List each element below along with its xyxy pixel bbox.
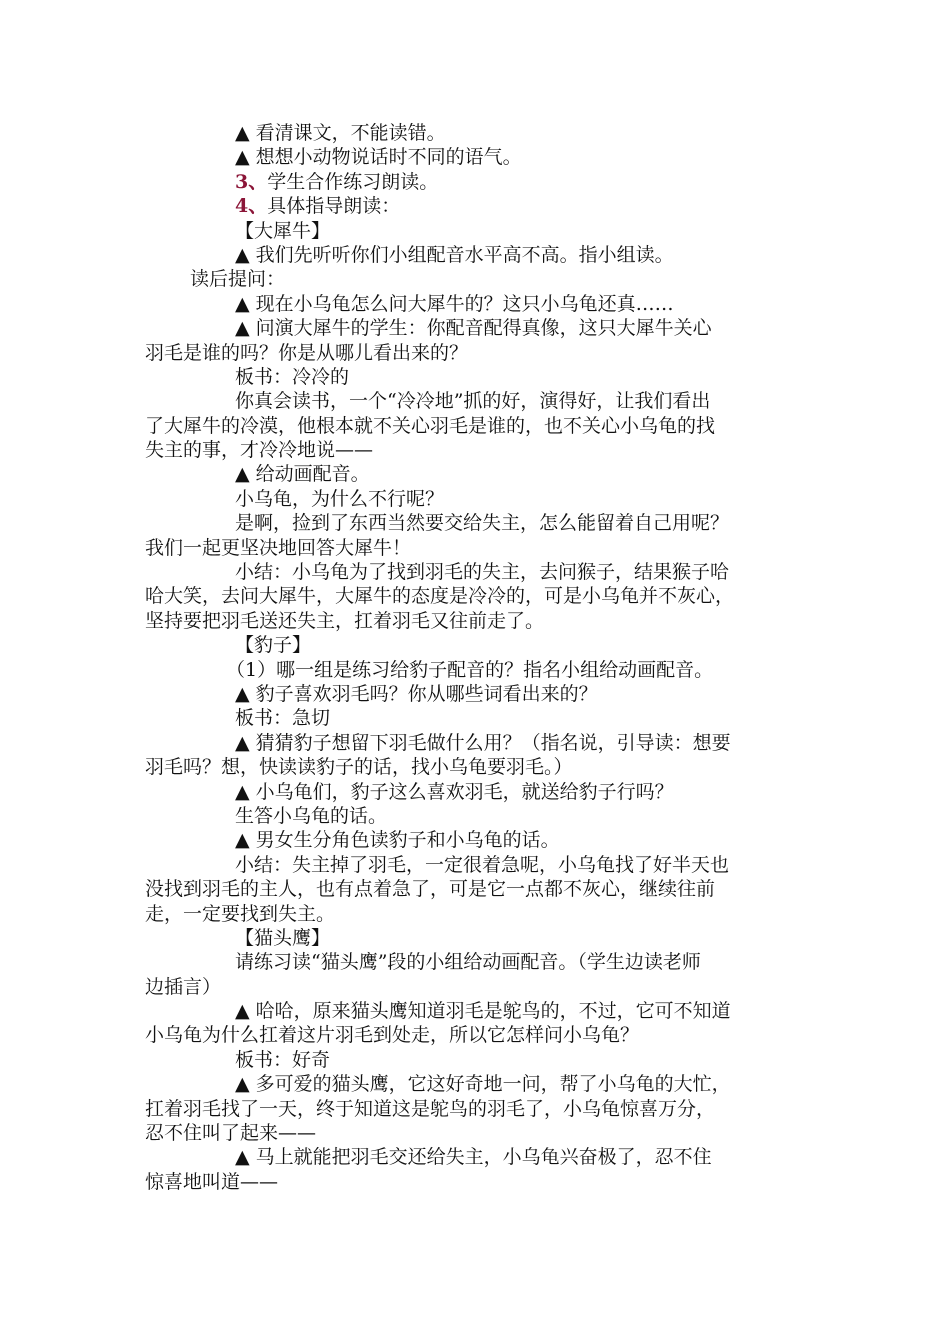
line-text: 我们一起更坚决地回答大犀牛！ <box>145 536 412 559</box>
text-line <box>145 755 813 779</box>
line-text: 【猫头鹰】 <box>235 926 331 949</box>
triangle-bullet-icon: ▲ <box>235 1073 250 1096</box>
text-line <box>145 438 813 462</box>
line-text: 板书：急切 <box>235 707 331 730</box>
text-line <box>145 1170 813 1194</box>
text-line <box>145 975 813 999</box>
text-line <box>145 633 813 657</box>
text-line <box>145 194 813 218</box>
text-line <box>145 487 813 511</box>
text-line <box>145 1121 813 1145</box>
line-text: 具体指导朗读： <box>267 195 401 218</box>
text-line <box>145 828 813 852</box>
line-text: 羽毛吗？想，快读读豹子的话，找小乌龟要羽毛。） <box>145 756 573 779</box>
text-line <box>145 804 813 828</box>
text-line <box>145 341 813 365</box>
text-line <box>145 609 813 633</box>
text-line <box>145 731 813 755</box>
line-text: 没找到羽毛的主人，也有点着急了，可是它一点都不灰心，继续往前 <box>145 878 716 901</box>
text-line <box>145 1097 813 1121</box>
triangle-bullet-icon: ▲ <box>235 682 250 705</box>
text-line <box>145 243 813 267</box>
line-text: 哈大笑，去问大犀牛，大犀牛的态度是冷冷的，可是小乌龟并不灰心， <box>145 585 735 608</box>
text-line <box>145 853 813 877</box>
triangle-bullet-icon: ▲ <box>235 317 250 340</box>
text-line <box>145 902 813 926</box>
line-text: 惊喜地叫道—— <box>145 1170 279 1193</box>
triangle-bullet-icon: ▲ <box>235 292 250 315</box>
line-text: （1）哪一组是练习给豹子配音的？指名小组给动画配音。 <box>226 658 714 681</box>
text-line <box>145 926 813 950</box>
line-text: 多可爱的猫头鹰，它这好奇地一问，帮了小乌龟的大忙， <box>255 1073 731 1096</box>
text-line <box>145 316 813 340</box>
line-text: 边插言） <box>145 975 222 998</box>
line-text: 男女生分角色读豹子和小乌龟的话。 <box>255 829 560 852</box>
text-line <box>145 1145 813 1169</box>
line-text: 你真会读书，一个“冷冷地”抓的好，演得好，让我们看出 <box>235 390 711 413</box>
line-text: 哈哈，原来猫头鹰知道羽毛是鸵鸟的，不过，它可不知道 <box>255 1000 731 1023</box>
text-line <box>145 511 813 535</box>
text-line <box>145 1072 813 1096</box>
text-line <box>145 414 813 438</box>
text-line <box>145 536 813 560</box>
line-text: 生答小乌龟的话。 <box>235 804 388 827</box>
triangle-bullet-icon: ▲ <box>235 122 250 144</box>
line-text: 豹子喜欢羽毛吗？你从哪些词看出来的？ <box>255 682 598 705</box>
triangle-bullet-icon: ▲ <box>235 1146 250 1169</box>
triangle-bullet-icon: ▲ <box>235 829 250 852</box>
line-text: 给动画配音。 <box>255 463 370 486</box>
line-text: 请练习读“猫头鹰”段的小组给动画配音。（学生边读老师 <box>235 951 701 974</box>
line-text: 走，一定要找到失主。 <box>145 902 336 925</box>
triangle-bullet-icon: ▲ <box>235 1000 250 1023</box>
line-text: 小乌龟为什么扛着这片羽毛到处走，所以它怎样问小乌龟？ <box>145 1024 640 1047</box>
text-line <box>145 584 813 608</box>
text-line <box>145 267 813 291</box>
text-line <box>145 877 813 901</box>
line-text: 失主的事，才冷冷地说—— <box>145 439 374 462</box>
line-text: 忍不住叫了起来—— <box>145 1122 317 1145</box>
triangle-bullet-icon: ▲ <box>235 780 250 803</box>
line-text: 小乌龟，为什么不行呢？ <box>235 487 445 510</box>
line-text: 小结：失主掉了羽毛，一定很着急呢，小乌龟找了好半天也 <box>235 853 730 876</box>
text-line <box>145 560 813 584</box>
text-line <box>145 170 813 194</box>
text-line <box>145 682 813 706</box>
line-text: 【豹子】 <box>235 634 312 657</box>
text-line <box>145 950 813 974</box>
line-text: 扛着羽毛找了一天，终于知道这是鸵鸟的羽毛了，小乌龟惊喜万分， <box>145 1097 716 1120</box>
text-line <box>145 145 813 169</box>
text-line <box>145 999 813 1023</box>
line-text: 板书：冷冷的 <box>235 365 350 388</box>
text-line <box>145 292 813 316</box>
text-line <box>145 462 813 486</box>
line-text: 马上就能把羽毛交还给失主，小乌龟兴奋极了，忍不住 <box>255 1146 712 1169</box>
line-text: 猜猜豹子想留下羽毛做什么用？（指名说，引导读：想要 <box>255 731 731 754</box>
triangle-bullet-icon: ▲ <box>235 146 250 169</box>
text-line <box>145 780 813 804</box>
list-number: 4、 <box>235 195 268 218</box>
line-text: 羽毛是谁的吗？你是从哪儿看出来的？ <box>145 341 469 364</box>
text-line <box>145 706 813 730</box>
triangle-bullet-icon: ▲ <box>235 243 250 266</box>
triangle-bullet-icon: ▲ <box>235 731 250 754</box>
text-line <box>145 1023 813 1047</box>
line-text: 读后提问： <box>190 268 286 291</box>
line-text: 我们先听听你们小组配音水平高不高。指小组读。 <box>255 243 674 266</box>
line-text: 是啊，捡到了东西当然要交给失主，怎么能留着自己用呢？ <box>235 512 730 535</box>
line-text: 坚持要把羽毛送还失主，扛着羽毛又往前走了。 <box>145 609 545 632</box>
text-line <box>145 389 813 413</box>
text-line <box>145 365 813 389</box>
line-text: 学生合作练习朗读。 <box>267 170 439 193</box>
line-text: 现在小乌龟怎么问大犀牛的？这只小乌龟还真…… <box>255 292 674 315</box>
line-text: 看清课文，不能读错。 <box>255 122 446 144</box>
line-text: 问演大犀牛的学生：你配音配得真像，这只大犀牛关心 <box>255 317 712 340</box>
line-text: 小结：小乌龟为了找到羽毛的失主，去问猴子，结果猴子哈 <box>235 561 730 584</box>
text-line <box>145 219 813 243</box>
text-line <box>145 658 813 682</box>
list-number: 3、 <box>235 170 268 193</box>
document-body <box>145 121 813 1194</box>
line-text: 【大犀牛】 <box>235 219 331 242</box>
line-text: 想想小动物说话时不同的语气。 <box>255 146 522 169</box>
triangle-bullet-icon: ▲ <box>235 463 250 486</box>
text-line <box>145 121 813 145</box>
line-text: 了大犀牛的冷漠，他根本就不关心羽毛是谁的，也不关心小乌龟的找 <box>145 414 716 437</box>
text-line <box>145 1048 813 1072</box>
line-text: 板书：好奇 <box>235 1048 331 1071</box>
line-text: 小乌龟们，豹子这么喜欢羽毛，就送给豹子行吗？ <box>255 780 674 803</box>
